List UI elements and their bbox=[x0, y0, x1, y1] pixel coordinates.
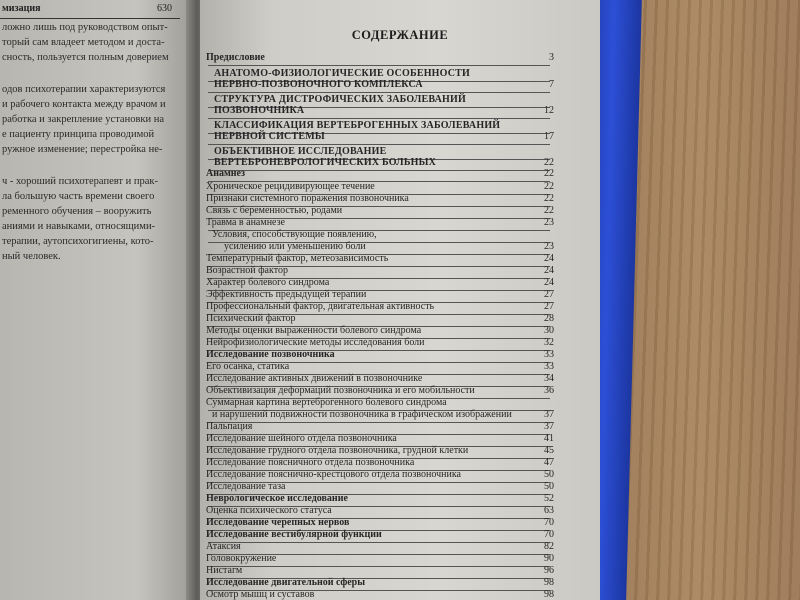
toc-entry-title: Анамнез bbox=[206, 168, 246, 179]
toc-entry-page: 34 bbox=[544, 373, 554, 384]
left-text-line: е пациенту принципа проводимой bbox=[2, 129, 155, 140]
left-text-line: работка и закрепление установки на bbox=[2, 114, 165, 125]
toc-entry-page: 24 bbox=[544, 253, 554, 264]
left-text-line: ременного обучения – вооружить bbox=[2, 206, 152, 217]
left-text-line: ружное изменение; перестройка не- bbox=[2, 144, 163, 155]
toc-entry-page: 98 bbox=[544, 589, 554, 600]
toc-entry-page: 24 bbox=[544, 265, 554, 276]
left-text-line: ла большую часть времени своего bbox=[2, 191, 155, 202]
toc-title: СОДЕРЖАНИЕ bbox=[351, 28, 449, 42]
toc-entry-title: Эффективность предыдущей терапии bbox=[206, 289, 367, 300]
toc-entry-title: ОБЪЕКТИВНОЕ ИССЛЕДОВАНИЕ bbox=[214, 146, 387, 157]
toc-entry-title: НЕРВНОЙ СИСТЕМЫ bbox=[214, 131, 325, 142]
toc-entry-title: Хроническое рецидивирующее течение bbox=[206, 181, 375, 192]
toc-entry-title: ВЕРТЕБРОНЕВРОЛОГИЧЕСКИХ БОЛЬНЫХ bbox=[214, 157, 437, 168]
toc-entry-title: Профессиональный фактор, двигательная активность bbox=[206, 301, 435, 312]
toc-entry-title: Возрастной фактор bbox=[206, 265, 288, 276]
toc-entry-page: 70 bbox=[544, 529, 554, 540]
left-text-line: торый сам владеет методом и доста- bbox=[2, 37, 165, 48]
toc-entry-title: Исследование шейного отдела позвоночника bbox=[206, 433, 397, 444]
toc-entry-title: Методы оценки выраженности болевого синдрома bbox=[206, 325, 422, 336]
toc-entry-page: 12 bbox=[544, 105, 554, 116]
toc-entry-page: 36 bbox=[544, 385, 554, 396]
toc-entry-title: Исследование вестибулярной функции bbox=[206, 529, 382, 540]
toc-entry bbox=[200, 105, 600, 119]
toc-entry-page: 41 bbox=[544, 433, 554, 444]
toc-entry-page: 33 bbox=[544, 361, 554, 372]
toc-entry-rule bbox=[208, 65, 550, 66]
toc-entry-page: 90 bbox=[544, 553, 554, 564]
toc-entry-page: 27 bbox=[544, 301, 554, 312]
toc-entry-title: Исследование активных движений в позвоночнике bbox=[206, 373, 423, 384]
toc-entry-page: 24 bbox=[544, 277, 554, 288]
toc-entry-title: и нарушений подвижности позвоночника в графическом изображении bbox=[212, 409, 512, 420]
toc-entry-page: 50 bbox=[544, 469, 554, 480]
toc-entry-page: 33 bbox=[544, 349, 554, 360]
toc-entry-page: 23 bbox=[544, 241, 554, 252]
toc-entry-page: 98 bbox=[544, 577, 554, 588]
toc-entry-page: 47 bbox=[544, 457, 554, 468]
toc-entry-title: Температурный фактор, метеозависимость bbox=[206, 253, 389, 264]
toc-entry-title: Исследование поясничного отдела позвоночника bbox=[206, 457, 415, 468]
left-page bbox=[0, 0, 196, 600]
toc-entry-rule bbox=[208, 118, 550, 119]
toc-entry-title: Осмотр мышц и суставов bbox=[206, 589, 315, 600]
toc-entry-page: 37 bbox=[544, 421, 554, 432]
toc-entry-page: 45 bbox=[544, 445, 554, 456]
toc-entry-page: 37 bbox=[544, 409, 554, 420]
left-text-line: сность, пользуется полным доверием bbox=[2, 52, 169, 63]
toc-entry-title: АНАТОМО-ФИЗИОЛОГИЧЕСКИЕ ОСОБЕННОСТИ bbox=[214, 68, 471, 79]
toc-entry-title: Связь с беременностью, родами bbox=[206, 205, 343, 216]
left-page-header bbox=[0, 2, 180, 19]
toc-entry-page: 82 bbox=[544, 541, 554, 552]
toc-entry-page: 22 bbox=[544, 168, 554, 179]
toc-entry-page: 23 bbox=[544, 217, 554, 228]
toc-entry-page: 17 bbox=[544, 131, 554, 142]
toc-entry-title: Нистагм bbox=[206, 565, 243, 576]
toc-entry-page: 28 bbox=[544, 313, 554, 324]
toc-entry-title: Исследование позвоночника bbox=[206, 349, 335, 360]
toc-entry-title: Пальпация bbox=[206, 421, 253, 432]
toc-entry-page: 27 bbox=[544, 289, 554, 300]
left-text-line: ч - хороший психотерапевт и прак- bbox=[2, 176, 159, 187]
toc-entry-page: 63 bbox=[544, 505, 554, 516]
toc-entry bbox=[200, 168, 600, 182]
toc-entry bbox=[200, 589, 600, 600]
toc-entry-rule bbox=[208, 92, 550, 93]
toc-entry-page: 70 bbox=[544, 517, 554, 528]
toc-entry-title: Атаксия bbox=[206, 541, 241, 552]
left-text-line: ложно лишь под руководством опыт- bbox=[2, 22, 168, 33]
toc-entry-title: усилению или уменьшению боли bbox=[224, 241, 366, 252]
toc-entry-title: Травма в анамнезе bbox=[206, 217, 285, 228]
left-text-line: аниями и навыками, относящими- bbox=[2, 221, 156, 232]
toc-entry-title: Исследование черепных нервов bbox=[206, 517, 350, 528]
toc-entry bbox=[200, 131, 600, 145]
toc-entry-title: Признаки системного поражения позвоночника bbox=[206, 193, 409, 204]
toc-entry-page: 32 bbox=[544, 337, 554, 348]
toc-entry-page: 50 bbox=[544, 481, 554, 492]
toc-entry-title: Оценка психического статуса bbox=[206, 505, 332, 516]
toc-entry bbox=[200, 52, 600, 66]
toc-entry-title: ПОЗВОНОЧНИКА bbox=[214, 105, 305, 116]
toc-entry-page: 22 bbox=[544, 205, 554, 216]
toc-entry-title: СТРУКТУРА ДИСТРОФИЧЕСКИХ ЗАБОЛЕВАНИЙ bbox=[214, 94, 466, 105]
left-page-number: 630 bbox=[157, 3, 172, 14]
toc-entry-title: Суммарная картина вертеброгенного болевого синдрома bbox=[206, 397, 447, 408]
left-running-head: мизация bbox=[2, 3, 41, 14]
toc-entry bbox=[200, 79, 600, 93]
toc-entry-title: НЕРВНО-ПОЗВОНОЧНОГО КОМПЛЕКСА bbox=[214, 79, 423, 90]
toc-entry-title: Условия, способствующие появлению, bbox=[212, 229, 377, 240]
toc-entry-title: Неврологическое исследование bbox=[206, 493, 348, 504]
toc-entry-page: 7 bbox=[549, 79, 554, 90]
left-text-line: терапии, аутопсихогигиены, кото- bbox=[2, 236, 154, 247]
left-text-line: одов психотерапии характеризуются bbox=[2, 84, 166, 95]
toc-entry-page: 52 bbox=[544, 493, 554, 504]
toc-entry-page: 30 bbox=[544, 325, 554, 336]
toc-entry-title: Исследование пояснично-крестцового отдела позвоночника bbox=[206, 469, 461, 480]
right-page bbox=[200, 0, 600, 600]
toc-entry-title: Исследование двигательной сферы bbox=[206, 577, 366, 588]
toc-entry-page: 96 bbox=[544, 565, 554, 576]
toc-entry-title: Психический фактор bbox=[206, 313, 296, 324]
toc-entry-page: 22 bbox=[544, 193, 554, 204]
toc-entry-page: 3 bbox=[549, 52, 554, 63]
left-text-line: ный человек. bbox=[2, 251, 61, 262]
toc-entry-title: Головокружение bbox=[206, 553, 277, 564]
toc-entry-title: Его осанка, статика bbox=[206, 361, 290, 372]
toc-entry-title: Объективизация деформаций позвоночника и его мобильности bbox=[206, 385, 475, 396]
toc-entry-rule bbox=[208, 144, 550, 145]
toc-entry-title: КЛАССИФИКАЦИЯ ВЕРТЕБРОГЕННЫХ ЗАБОЛЕВАНИЙ bbox=[214, 120, 501, 131]
toc-entry-page: 22 bbox=[544, 181, 554, 192]
toc-entry-title: Характер болевого синдрома bbox=[206, 277, 330, 288]
toc-entry-page: 22 bbox=[544, 157, 554, 168]
toc-entry-title: Исследование таза bbox=[206, 481, 286, 492]
toc-entry-title: Предисловие bbox=[206, 52, 265, 63]
toc-entry-title: Нейрофизиологические методы исследования боли bbox=[206, 337, 425, 348]
toc-entry-title: Исследование грудного отдела позвоночника, грудной клетки bbox=[206, 445, 469, 456]
left-text-line: и рабочего контакта между врачом и bbox=[2, 99, 166, 110]
